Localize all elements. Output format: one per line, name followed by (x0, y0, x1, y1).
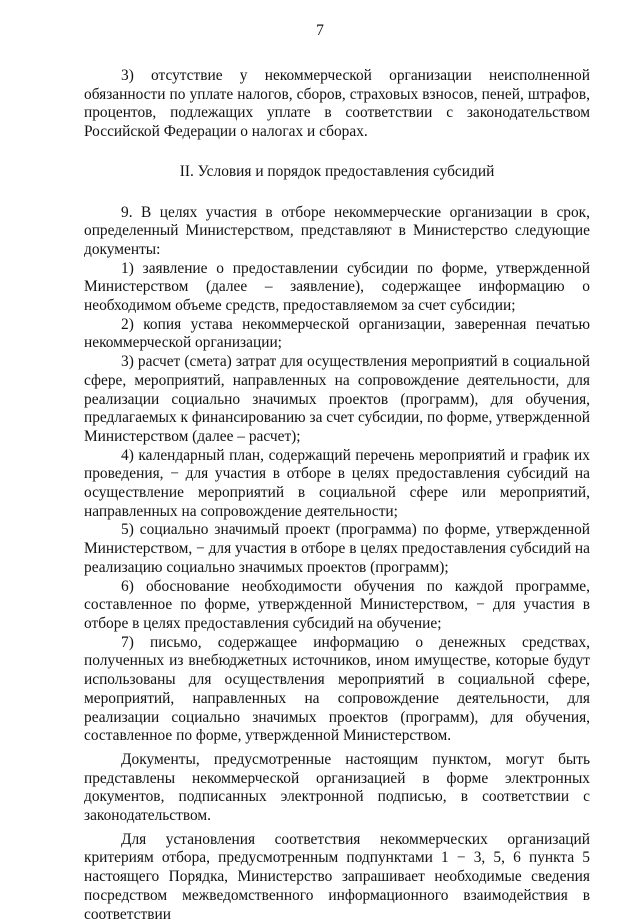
document-item-3: 3) расчет (смета) затрат для осуществления мероприятий в социальной сфере, мероприятий, направленных на сопровождение деятельности, для реализации социально значимых проектов (программ), для обучения, предлагаемых к финансированию за счет субсидии, по форме, утвержденной Министерством (далее – расчет); (84, 353, 590, 445)
document-body (84, 67, 590, 924)
paragraph-verification: Для установления соответствия некоммерческих организаций критериям отбора, предусмотренным подпунктами 1 − 3, 5, 6 пункта 5 настоящего Порядка, Министерство запрашивает необходимые сведения посредством межведомственного информационного взаимодействия в соответствии (84, 830, 590, 923)
document-item-5: 5) социально значимый проект (программа) по форме, утвержденной Министерством, − для участия в отборе в целях предоставления субсидий на реализацию социально значимых проектов (программ); (84, 521, 590, 576)
document-item-6: 6) обоснование необходимости обучения по каждой программе, составленное по форме, утвержденной Министерством, − для участия в отборе в целях предоставления субсидий на обучение; (84, 577, 590, 632)
document-item-4: 4) календарный план, содержащий перечень мероприятий и график их проведения, − для участия в отборе в целях предоставления субсидий на осуществление мероприятий в социальной сфере или мероприятий, направленных на сопровождение деятельности; (84, 446, 590, 520)
paragraph-9: 9. В целях участия в отборе некоммерческие организации в срок, определенный Министерством, представляют в Министерство следующие документы: (84, 203, 590, 258)
document-item-1: 1) заявление о предоставлении субсидии по форме, утвержденной Министерством (далее – заявление), содержащее информацию о необходимом объеме средств, предоставляемом за счет субсидии; (84, 259, 590, 315)
section-heading: II. Условия и порядок предоставления субсидий (179, 162, 495, 180)
paragraph-item-3: 3) отсутствие у некоммерческой организации неисполненной обязанности по уплате налогов, сборов, страховых взносов, пеней, штрафов, процентов, подлежащих уплате в соответствии с законодательством Российской Федерации о налогах и сборах. (84, 67, 590, 141)
document-item-7: 7) письмо, содержащее информацию о денежных средствах, полученных из внебюджетных источников, ином имуществе, которые будут использованы для осуществления мероприятий в социальной сфере, мероприятий, направленных на сопровождение деятельности, для реализации социально значимых проектов (программ), для обучения, составленное по форме, утвержденной Министерством. (84, 633, 590, 745)
page-number: 7 (316, 22, 324, 39)
document-item-2: 2) копия устава некоммерческой организации, заверенная печатью некоммерческой организации; (84, 315, 590, 352)
paragraph-electronic-documents: Документы, предусмотренные настоящим пунктом, могут быть представлены некоммерческой организацией в форме электронных документов, подписанных электронной подписью, в соответствии с законодательством. (84, 750, 590, 825)
